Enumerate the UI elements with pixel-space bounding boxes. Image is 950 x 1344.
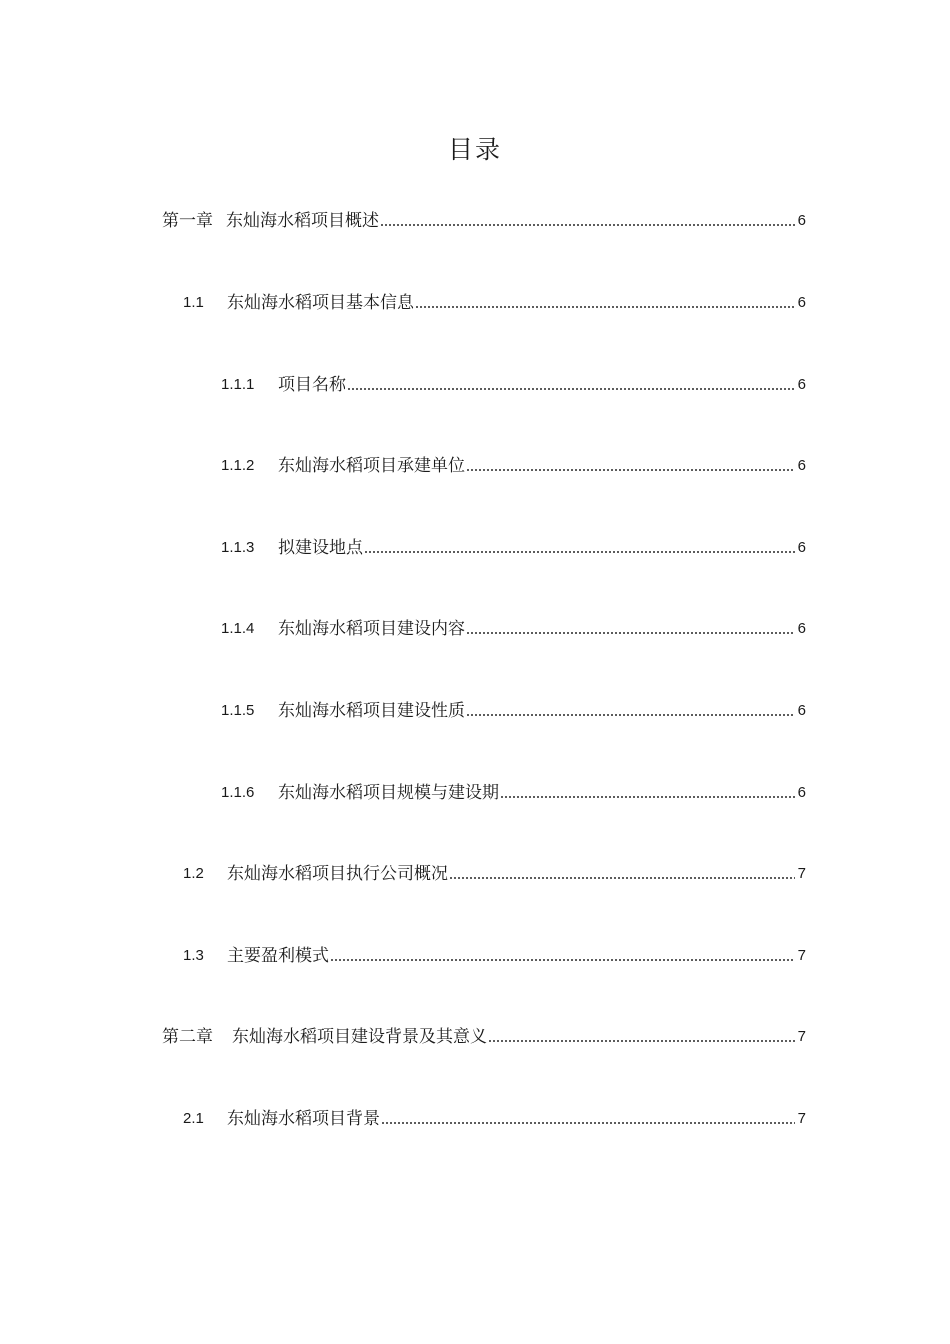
toc-entry-page: 6 bbox=[797, 784, 806, 801]
toc-entry-page: 7 bbox=[797, 1110, 806, 1127]
toc-dot-leader bbox=[380, 223, 795, 227]
toc-dot-leader bbox=[488, 1039, 795, 1043]
toc-entry-page: 6 bbox=[797, 702, 806, 719]
toc-entry-1-2[interactable] bbox=[183, 861, 806, 885]
toc-entry-page: 6 bbox=[797, 294, 806, 311]
toc-entry-page: 6 bbox=[797, 376, 806, 393]
toc-entry-page: 7 bbox=[797, 947, 806, 964]
toc-entry-number: 1.1.4 bbox=[221, 620, 255, 637]
toc-entry-chapter-1[interactable] bbox=[162, 208, 806, 232]
toc-dot-leader bbox=[466, 631, 795, 635]
toc-entry-page: 6 bbox=[797, 539, 806, 556]
toc-entry-2-1[interactable] bbox=[183, 1106, 806, 1130]
toc-entry-text: 东灿海水稻项目背景 bbox=[227, 1109, 380, 1129]
toc-entry-number: 1.1.2 bbox=[221, 457, 255, 474]
toc-entry-1-1-1[interactable] bbox=[221, 372, 806, 396]
toc-entry-text: 东灿海水稻项目执行公司概况 bbox=[227, 864, 448, 884]
toc-entry-1-1[interactable] bbox=[183, 290, 806, 314]
toc-entry-text: 东灿海水稻项目建设性质 bbox=[278, 701, 465, 721]
toc-entry-1-1-4[interactable] bbox=[221, 616, 806, 640]
toc-entry-number: 1.1.5 bbox=[221, 702, 255, 719]
toc-entry-1-1-3[interactable] bbox=[221, 535, 806, 559]
toc-dot-leader bbox=[347, 387, 795, 391]
toc-entry-text: 东灿海水稻项目建设背景及其意义 bbox=[232, 1027, 487, 1047]
toc-entry-text: 东灿海水稻项目基本信息 bbox=[227, 293, 414, 313]
toc-entry-text: 主要盈利模式 bbox=[227, 946, 329, 966]
toc-entry-number: 1.1.1 bbox=[221, 376, 255, 393]
toc-entry-number: 1.1.3 bbox=[221, 539, 255, 556]
toc-dot-leader bbox=[415, 305, 795, 309]
toc-entry-1-3[interactable] bbox=[183, 943, 806, 967]
toc-dot-leader bbox=[466, 713, 795, 717]
toc-entry-1-1-5[interactable] bbox=[221, 698, 806, 722]
toc-dot-leader bbox=[364, 550, 795, 554]
toc-entry-page: 7 bbox=[797, 865, 806, 882]
toc-entry-page: 7 bbox=[797, 1028, 806, 1045]
toc-entry-page: 6 bbox=[797, 457, 806, 474]
toc-entry-text: 项目名称 bbox=[278, 375, 346, 395]
toc-entry-text: 东灿海水稻项目概述 bbox=[226, 211, 379, 231]
toc-dot-leader bbox=[330, 958, 795, 962]
toc-entry-number: 1.1.6 bbox=[221, 784, 255, 801]
toc-entry-text: 东灿海水稻项目规模与建设期 bbox=[278, 783, 499, 803]
toc-title: 目录 bbox=[447, 135, 502, 164]
toc-dot-leader bbox=[466, 468, 795, 472]
toc-entry-text: 东灿海水稻项目承建单位 bbox=[278, 456, 465, 476]
toc-entry-page: 6 bbox=[797, 212, 806, 229]
toc-entry-number: 1.2 bbox=[183, 865, 204, 882]
toc-entry-1-1-6[interactable] bbox=[221, 780, 806, 804]
toc-dot-leader bbox=[381, 1121, 795, 1125]
toc-entry-1-1-2[interactable] bbox=[221, 453, 806, 477]
toc-entry-number: 1.1 bbox=[183, 294, 204, 311]
toc-dot-leader bbox=[500, 795, 795, 799]
toc-entry-number: 第一章 bbox=[162, 211, 213, 231]
toc-entry-number: 1.3 bbox=[183, 947, 204, 964]
toc-entry-text: 东灿海水稻项目建设内容 bbox=[278, 619, 465, 639]
toc-entry-number: 2.1 bbox=[183, 1110, 204, 1127]
toc-entry-text: 拟建设地点 bbox=[278, 538, 363, 558]
toc-entry-number: 第二章 bbox=[162, 1027, 213, 1047]
toc-entry-page: 6 bbox=[797, 620, 806, 637]
toc-entry-chapter-2[interactable] bbox=[162, 1024, 806, 1048]
toc-dot-leader bbox=[449, 876, 795, 880]
